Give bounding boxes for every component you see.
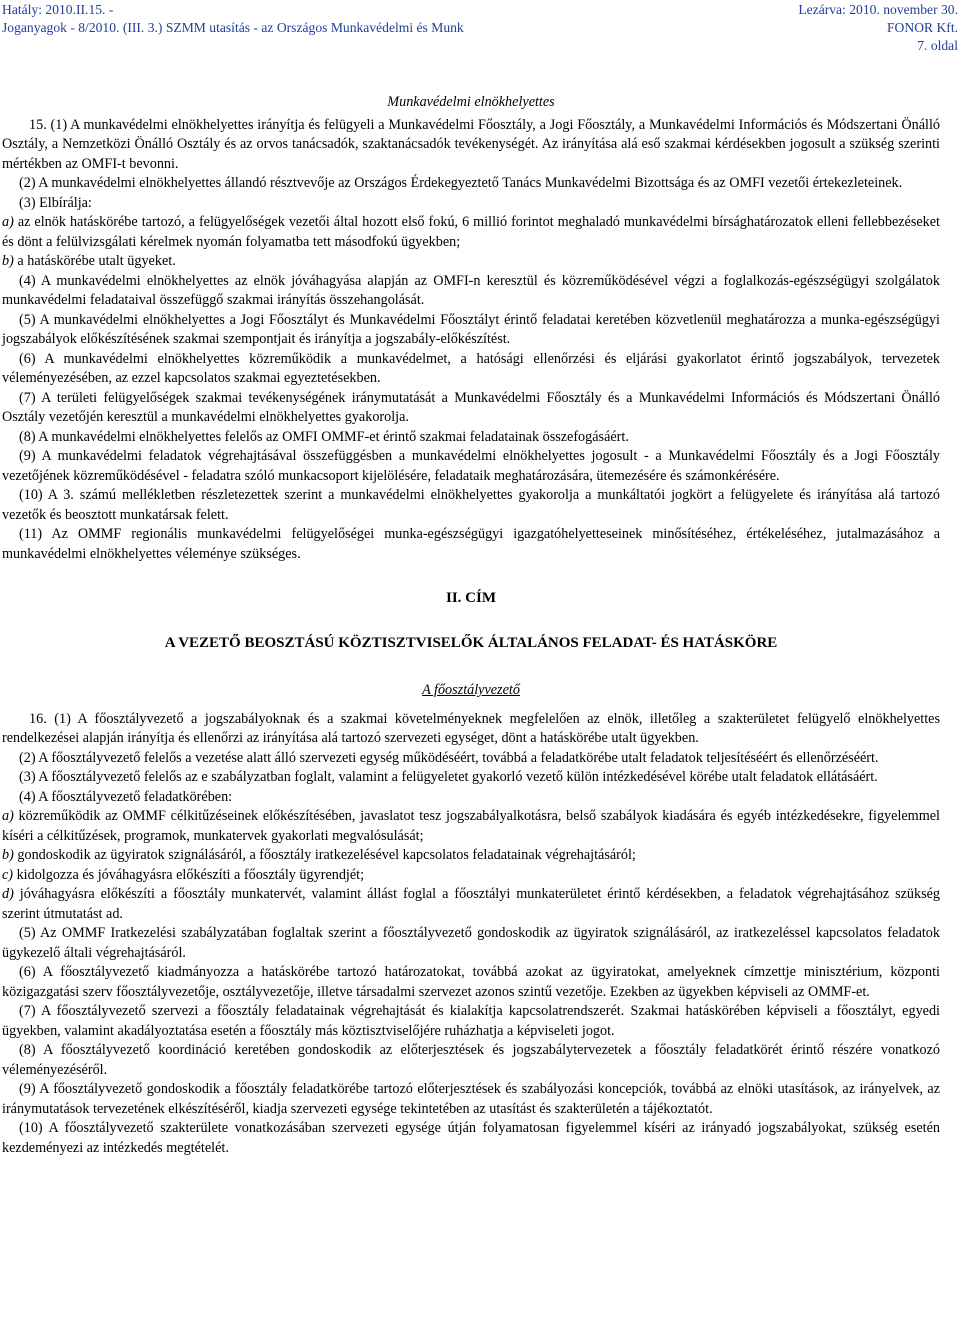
paragraph: (10) A főosztályvezető szakterülete vonatkozásában szervezeti egysége útján folyamatosan figyelemmel kíséri az irányadó jogszabályokat, szükség esetén kezdeményezi az intézkedés megtételét. — [2, 1120, 940, 1156]
paragraph: (10) A 3. számú mellékletben részletezettek szerint a munkavédelmi elnökhelyettes gyakorolja a munkáltatói jogkört a felügyelete és irányítása alá tartozó vezetők és beosztott munkatársak felett. — [2, 487, 940, 523]
section-subtitle: Munkavédelmi elnökhelyettes — [387, 94, 555, 110]
section-subtitle: A főosztályvezető — [422, 682, 520, 698]
paragraph: (11) Az OMMF regionális munkavédelmi felügyelőségei munka-egészségügyi igazgatóhelyetteseinek minősítéséhez, értékeléséhez, jutalmazásához a munkavédelmi elnökhelyettes véleménye szükséges. — [2, 526, 940, 562]
header-validity: Hatály: 2010.II.15. - — [2, 2, 114, 17]
paragraph: (2) A munkavédelmi elnökhelyettes állandó résztvevője az Országos Érdekegyeztető Tanács Munkavédelmi Bizottsága és az OMFI vezetői értekezleteinek. — [19, 175, 903, 191]
list-item-text: jóváhagyásra előkészíti a főosztály munkatervét, valamint állást foglal a főosztályi munkaterületet érintő kérdésekben, a feladatok végrehajtásához szükség szerint útmutatást ad. — [2, 886, 940, 922]
header-closed-date: Lezárva: 2010. november 30. — [798, 2, 958, 17]
page-header — [0, 0, 960, 60]
list-marker: b) — [2, 847, 14, 863]
paragraph: (8) A munkavédelmi elnökhelyettes felelős az OMFI OMMF-et érintő szakmai feladatainak összefogásáért. — [19, 428, 629, 445]
paragraph: (9) A munkavédelmi feladatok végrehajtásával összefüggésben a munkavédelmi elnökhelyettes jogosult - a Munkavédelmi Főosztály és a Jogi Főosztály vezetőjének közreműködésével - feladatra szóló munkacsoport kijelölésére, feladataik meghatározására, ütemezésére és számonkérésére. — [2, 448, 940, 484]
paragraph: (8) A főosztályvezető koordináció keretében gondoskodik az előterjesztések és jogszabálytervezetek a főosztály feladatkörét érintő részére vonatkozó véleményezéséről. — [2, 1042, 940, 1078]
list-item-text: közreműködik az OMMF célkitűzéseinek előkészítésében, javaslatot tesz jogszabályalkotásra, belső szabályok kiadására és egyéb intézkedésekre, figyelemmel kíséri a célkitűzések, programok, munkatervek gyakorlati megvalósulását; — [2, 808, 940, 844]
list-marker: b) — [2, 253, 14, 269]
paragraph: 16. (1) A főosztályvezető a jogszabályoknak és a szakmai követelményeknek megfelelően az elnök, illetőleg a szakterületet felügyelő elnökhelyettes rendelkezései alapján irányítja és ellenőrzi az irányítása alá tartozó szervezeti egységet, dönt a hatáskörébe utalt ügyekben. — [2, 710, 940, 746]
list-item — [2, 866, 940, 886]
list-item — [2, 846, 940, 866]
list-item-text: a hatáskörébe utalt ügyeket. — [13, 253, 176, 269]
list-item-text: kidolgozza és jóváhagyásra előkészíti a főosztály ügyrendjét; — [13, 866, 365, 883]
paragraph: (6) A főosztályvezető kiadmányozza a hatáskörébe tartozó határozatokat, továbbá azokat az ügyiratokat, amelyeknek címzettje minisztérium, központi közigazgatási szerv főosztályvezetője, osztályvezetője, illetve társadalmi szervezet azonos szintű vezetője. Ezekben az ügyekben képviseli az OMMF-et. — [2, 964, 940, 1000]
chapter-number: II. CÍM — [445, 590, 496, 606]
list-marker: a) — [2, 808, 14, 824]
document-body — [2, 93, 940, 1158]
paragraph: (4) A munkavédelmi elnökhelyettes az elnök jóváhagyása alapján az OMFI-n keresztül és közreműködésével végzi a foglalkozás-egészségügyi szolgálatok munkavédelmi feladataival összefüggő szakmai irányítás összehangolását. — [2, 272, 940, 308]
paragraph: (3) Elbírálja: — [19, 194, 92, 211]
list-marker: a) — [2, 214, 14, 230]
paragraph: (7) A területi felügyelőségek szakmai tevékenységének iránymutatását a Munkavédelmi Főosztály és a Munkavédelmi Információs és Módszertani Önálló Osztály vezetőjén keresztül a munkavédelmi elnökhelyettes gyakorolja. — [2, 389, 940, 425]
list-item — [2, 252, 940, 272]
header-page-number: 7. oldal — [917, 38, 958, 53]
header-publisher: FONOR Kft. — [887, 20, 958, 35]
paragraph: (5) Az OMMF Iratkezelési szabályzatában foglaltak szerint a főosztályvezető gondoskodik az ügyiratok szignálásáról, az iratkezeléssel kapcsolatos feladatok ügykezelő általi végrehajtásáról. — [2, 925, 940, 961]
paragraph: (4) A főosztályvezető feladatkörében: — [19, 788, 233, 805]
chapter-title: A VEZETŐ BEOSZTÁSÚ KÖZTISZTVISELŐK ÁLTALÁNOS FELADAT- ÉS HATÁSKÖRE — [164, 634, 778, 651]
list-item — [2, 885, 940, 924]
list-marker: d) — [2, 886, 14, 902]
list-item — [2, 807, 940, 846]
paragraph: (2) A főosztályvezető felelős a vezetése alatt álló szervezeti egység működéséért, továbbá a feladatkörébe utalt feladatok teljesítéséért és ellenőrzéséért. — [19, 749, 879, 766]
list-marker: c) — [2, 866, 14, 883]
paragraph: (7) A főosztályvezető szervezi a főosztály feladatainak végrehajtását és kialakítja kapcsolatrendszerét. Szakmai hatáskörében képviseli a főosztályt, egyedi ügyekben, valamint akadályoztatása esetén a főosztály más köztisztviselőjére ruházhatja a képviseleti jogot. — [2, 1003, 940, 1039]
paragraph: (6) A munkavédelmi elnökhelyettes közreműködik a munkavédelmet, a hatósági ellenőrzési és eljárási gyakorlatot érintő jogszabályok, tervezetek véleményezésében, az ezzel kapcsolatos szakmai egyeztetésekben. — [2, 350, 940, 386]
paragraph: 15. (1) A munkavédelmi elnökhelyettes irányítja és felügyeli a Munkavédelmi Főosztály, a Jogi Főosztály, a Munkavédelmi Információs és Módszertani Önálló Osztály, a Nemzetközi Önálló Osztály és az orvos tanácsadók, szaktanácsadók tevékenységét. Az irányítása alá eső szakmai kérdésekben jogosult a szükség szerinti mértékben az OMFI-t bevonni. — [2, 116, 940, 172]
list-item — [2, 213, 940, 252]
paragraph: (5) A munkavédelmi elnökhelyettes a Jogi Főosztályt és Munkavédelmi Főosztályt érintő feladatai keretében közvetlenül meghatározza a munka-egészségügyi jogszabályok előkészítésének szakmai szempontjait és irányítja a jogszabály-előkészítést. — [2, 311, 940, 347]
header-document-title: Joganyagok - 8/2010. (III. 3.) SZMM utasítás - az Országos Munkavédelmi és Munk — [2, 20, 464, 35]
paragraph: (3) A főosztályvezető felelős az e szabályzatban foglalt, valamint a felügyeletet gyakorló vezető külön intézkedésével körébe utalt feladatok ellátásáért. — [19, 769, 878, 785]
paragraph: (9) A főosztályvezető gondoskodik a főosztály feladatkörébe tartozó előterjesztések és szabályozási koncepciók, továbbá az elnöki utasítások, az irányelvek, az iránymutatások tervezetének elkészítéséről, kiadja szervezeti egysége tekintetében az utasítást és szakterületén a tájékoztatót. — [2, 1081, 940, 1117]
list-item-text: az elnök hatáskörébe tartozó, a felügyelőségek vezetői által hozott első fokú, 6 millió forintot meghaladó munkavédelmi bírsághatározatok elleni fellebbezéseket és dönt a felülvizsgálati kérelmek nyomán folyamatba tett másodfokú ügyekben; — [2, 214, 940, 250]
list-item-text: gondoskodik az ügyiratok szignálásáról, a főosztály iratkezelésével kapcsolatos feladatainak végrehajtásáról; — [13, 847, 636, 863]
